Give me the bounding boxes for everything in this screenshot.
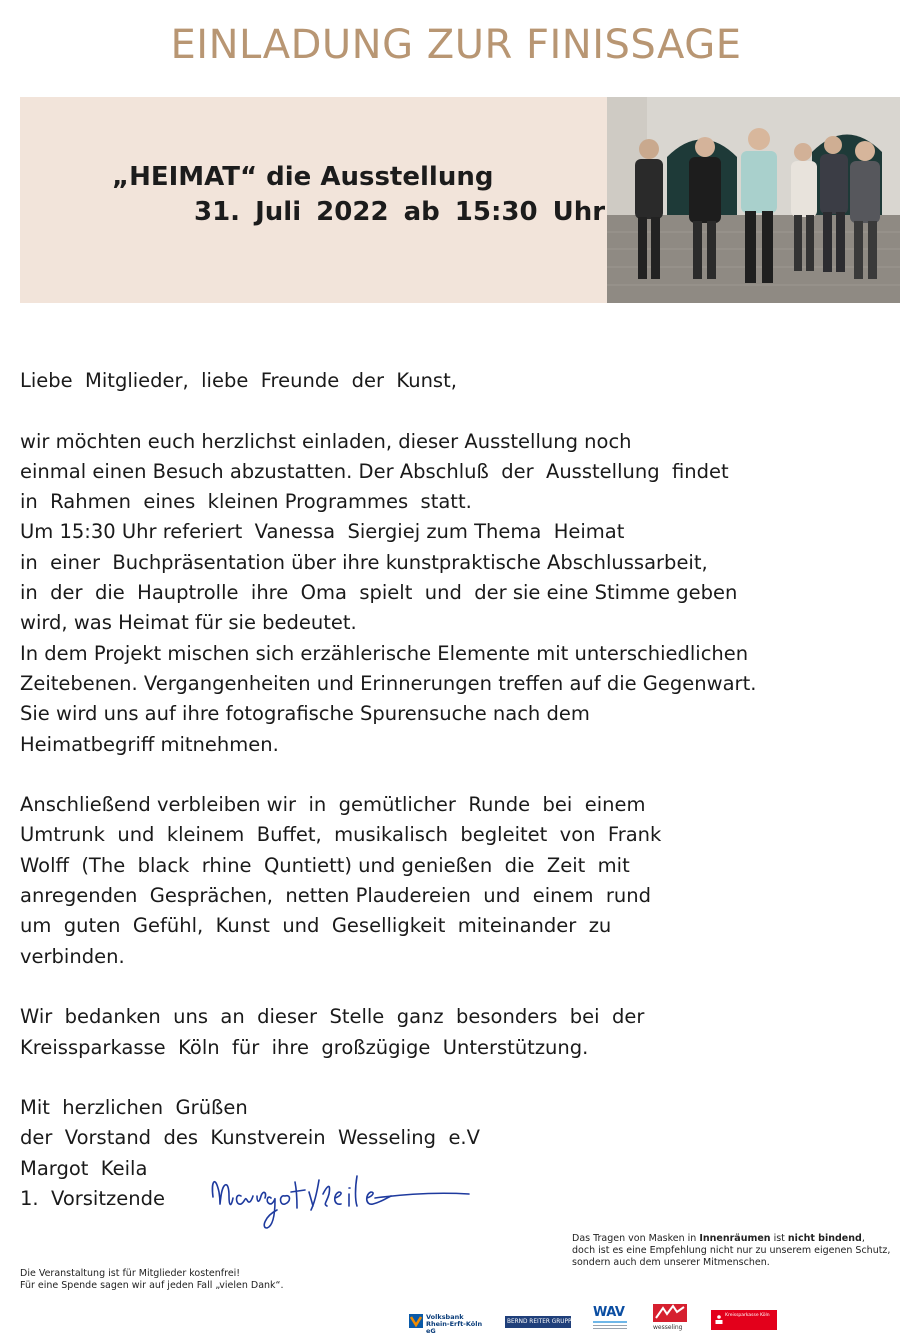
group-photo-illustration [607,97,900,303]
mask-notice-text: Das Tragen von Masken in [572,1233,700,1244]
wesseling-logo [651,1300,691,1334]
paragraph3-line: Wir bedanken uns an dieser Stelle ganz besonders bei der [20,1005,645,1029]
sparkasse-name: Kreissparkasse Köln [725,1313,770,1318]
paragraph1-line: in einer Buchpräsentation über ihre kunstpraktische Abschlussarbeit, [20,550,708,574]
closing-line: Mit herzlichen Grüßen [20,1096,248,1120]
paragraph2-line: anregenden Gesprächen, netten Plaudereien und einem rund [20,884,651,908]
paragraph1-line: In dem Projekt mischen sich erzählerische Elemente mit unterschiedlichen [20,641,749,665]
group-photo [607,97,900,303]
sparkasse-s-icon [715,1315,723,1325]
closing-line: Margot Keila [20,1156,148,1180]
volksbank-icon [409,1314,423,1328]
wesseling-name: wesseling [653,1324,683,1331]
paragraph1-line: in Rahmen eines kleinen Programmes statt. [20,490,472,514]
paragraph2-line: verbinden. [20,944,125,968]
page-title: EINLADUNG ZUR FINISSAGE [170,22,742,68]
paragraph3-line: Kreissparkasse Köln für ihre großzügige Unterstützung. [20,1035,589,1059]
greeting: Liebe Mitglieder, liebe Freunde der Kunst, [20,369,457,392]
mask-notice-text: ist [770,1233,788,1244]
closing-line: der Vorstand des Kunstverein Wesseling e.V [20,1126,480,1150]
mask-notice-bold: nicht bindend [787,1233,862,1244]
closing-line: 1. Vorsitzende [20,1187,165,1211]
wav-logo [591,1300,631,1334]
banner-exhibition-title: „HEIMAT“ die Ausstellung [112,162,494,192]
paragraph1-line: Heimatbegriff mitnehmen. [20,732,279,756]
wesseling-icon [653,1304,687,1322]
volksbank-name: Volksbank [426,1313,464,1321]
admission-notice-line: Für eine Spende sagen wir auf jeden Fall „vielen Dank“. [20,1280,284,1291]
paragraph1-line: Sie wird uns auf ihre fotografische Spurensuche nach dem [20,702,590,726]
volksbank-logo [409,1300,489,1334]
banner-date-time: 31. Juli 2022 ab 15:30 Uhr [194,197,606,227]
paragraph1-line: wird, was Heimat für sie bedeutet. [20,611,357,635]
wav-name: WAV [593,1305,625,1320]
paragraph2-line: Umtrunk und kleinem Buffet, musikalisch begleitet von Frank [20,823,662,847]
admission-notice-line: Die Veranstaltung ist für Mitglieder kostenfrei! [20,1268,241,1279]
paragraph1-line: wir möchten euch herzlichst einladen, dieser Ausstellung noch [20,429,632,453]
sparkasse-logo [711,1300,777,1334]
paragraph1-line: in der die Hauptrolle ihre Oma spielt und der sie eine Stimme geben [20,581,738,605]
paragraph2-line: um guten Gefühl, Kunst und Geselligkeit miteinander zu [20,914,612,938]
mask-notice-text: , [861,1233,865,1244]
mask-notice-line: sondern auch dem unserer Mitmenschen. [572,1257,770,1268]
bernd-reiter-name: BERND REITER GRUPPE [507,1318,576,1325]
admission-notice [20,1268,420,1292]
volksbank-region: Rhein-Erft-Köln eG [426,1320,483,1335]
mask-notice-line: doch ist es eine Empfehlung nicht nur zu unserem eigenen Schutz, [572,1245,891,1256]
bernd-reiter-logo [505,1300,576,1334]
handwritten-signature [205,1152,475,1232]
paragraph2-line: Wolff (The black rhine Quntiett) und genießen die Zeit mit [20,853,630,877]
mask-notice-bold: Innenräumen [699,1233,771,1244]
invitation-body [20,366,890,1214]
paragraph1-line: Um 15:30 Uhr referiert Vanessa Siergiej zum Thema Heimat [20,520,625,544]
paragraph1-line: Zeitebenen. Vergangenheiten und Erinnerungen treffen auf die Gegenwart. [20,671,757,695]
paragraph1-line: einmal einen Besuch abzustatten. Der Abschluß der Ausstellung findet [20,459,729,483]
sponsor-logos [405,1300,785,1336]
mask-notice [572,1233,902,1269]
paragraph2-line: Anschließend verbleiben wir in gemütlicher Runde bei einem [20,793,646,817]
